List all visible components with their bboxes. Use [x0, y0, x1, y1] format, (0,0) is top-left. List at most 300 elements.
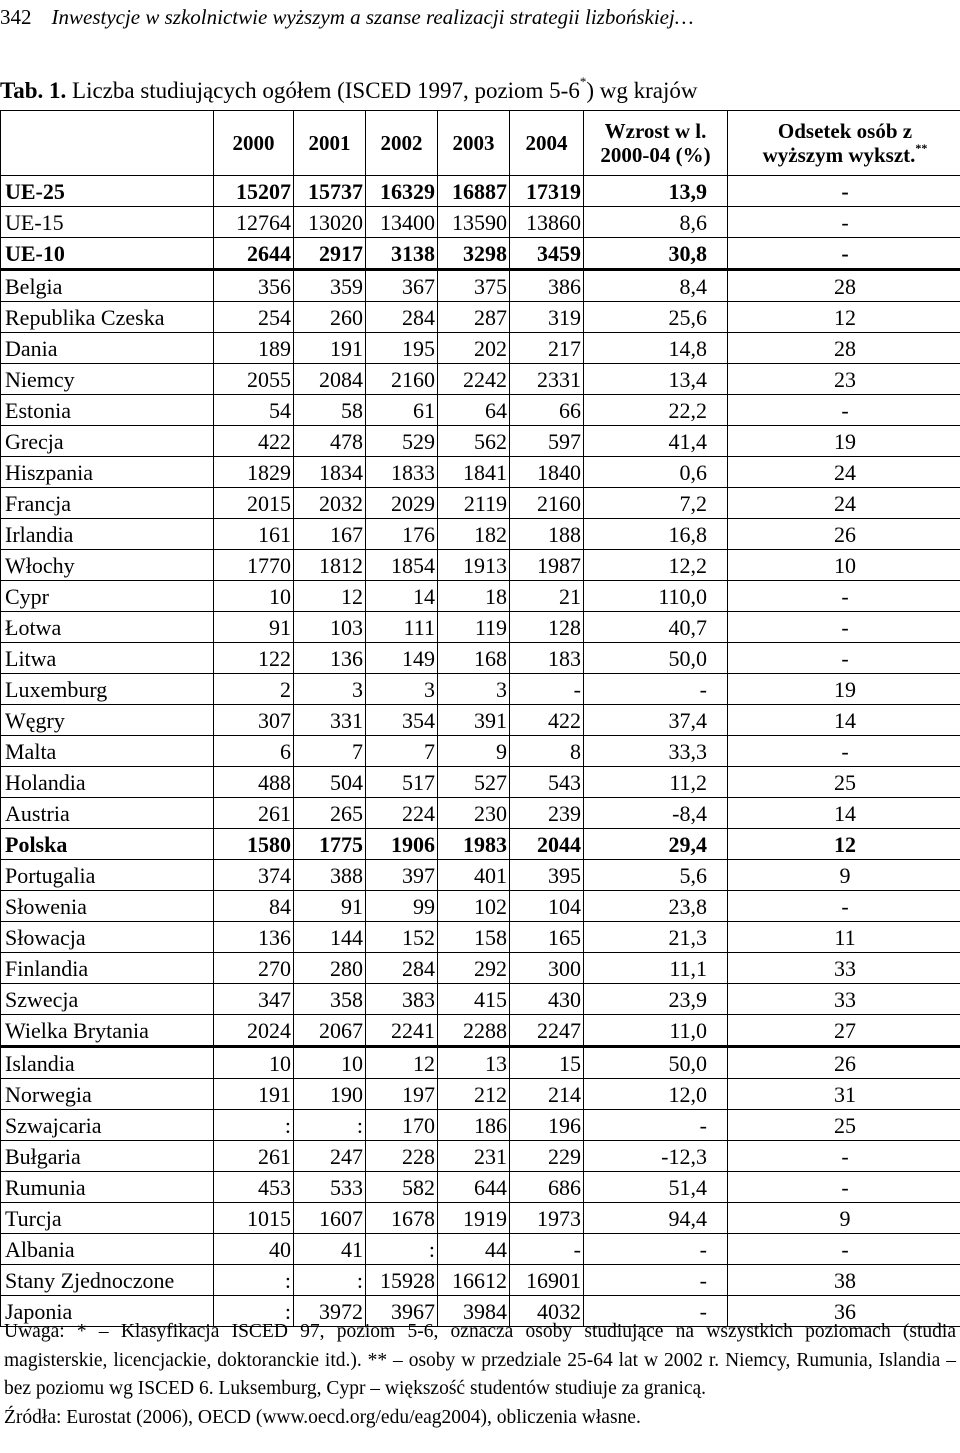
value-cell-2002: 170 [366, 1110, 438, 1141]
table-title-text-end: ) wg krajów [586, 78, 698, 103]
value-cell-2003: 401 [438, 860, 510, 891]
country-cell: Dania [1, 333, 214, 364]
table-row [1, 581, 960, 612]
share-cell: 14 [728, 705, 960, 736]
growth-cell: 50,0 [584, 1047, 728, 1079]
value-cell-2003: 16887 [438, 176, 510, 207]
value-cell-2003: 186 [438, 1110, 510, 1141]
value-cell-2001: 280 [294, 953, 366, 984]
value-cell-2003: 231 [438, 1141, 510, 1172]
value-cell-2000: 453 [214, 1172, 294, 1203]
country-cell: UE-25 [1, 176, 214, 207]
table-row [1, 395, 960, 426]
value-cell-2001: 13020 [294, 207, 366, 238]
value-cell-2000: 10 [214, 1047, 294, 1079]
value-cell-2003: 16612 [438, 1265, 510, 1296]
value-cell-2001: 2067 [294, 1015, 366, 1047]
value-cell-2003: 182 [438, 519, 510, 550]
table-row [1, 922, 960, 953]
table-body [1, 176, 960, 1327]
value-cell-2001: 136 [294, 643, 366, 674]
value-cell-2003: 158 [438, 922, 510, 953]
value-cell-2001: 7 [294, 736, 366, 767]
value-cell-2001: 15737 [294, 176, 366, 207]
growth-cell: 30,8 [584, 238, 728, 270]
value-cell-2000: 356 [214, 270, 294, 302]
value-cell-2001: 265 [294, 798, 366, 829]
country-cell: Austria [1, 798, 214, 829]
table-row [1, 364, 960, 395]
share-cell: - [728, 736, 960, 767]
value-cell-2003: 644 [438, 1172, 510, 1203]
running-head [0, 2, 694, 32]
table-row [1, 457, 960, 488]
country-cell: Słowenia [1, 891, 214, 922]
growth-cell: 16,8 [584, 519, 728, 550]
value-cell-2001: 191 [294, 333, 366, 364]
value-cell-2003: 64 [438, 395, 510, 426]
value-cell-2003: 527 [438, 767, 510, 798]
share-cell: 33 [728, 984, 960, 1015]
table-row [1, 674, 960, 705]
note-remark: Uwaga: * – Klasyfikacja ISCED 97, poziom 5-6, oznacza osoby studiujące na wszystkich poziomach (studia magisterskie, licencjackie, doktoranckie itd.). ** – osoby w przedziale 25-64 lat w 2002 r. Niemcy, Rumunia, Islandia – bez poziomu wg ISCED 6. Luksemburg, Cypr – większość studentów studiuje za granicą. [4, 1321, 956, 1399]
table-row [1, 1079, 960, 1110]
country-cell: Włochy [1, 550, 214, 581]
value-cell-2002: 228 [366, 1141, 438, 1172]
value-cell-2001: 2032 [294, 488, 366, 519]
country-cell: Albania [1, 1234, 214, 1265]
value-cell-2003: 1913 [438, 550, 510, 581]
value-cell-2004: 188 [510, 519, 584, 550]
table-row [1, 798, 960, 829]
growth-cell: -8,4 [584, 798, 728, 829]
value-cell-2003: 119 [438, 612, 510, 643]
value-cell-2004: 16901 [510, 1265, 584, 1296]
value-cell-2003: 1841 [438, 457, 510, 488]
share-cell: 38 [728, 1265, 960, 1296]
value-cell-2001: 2917 [294, 238, 366, 270]
growth-cell: -12,3 [584, 1141, 728, 1172]
share-cell: 31 [728, 1079, 960, 1110]
value-cell-2003: 2242 [438, 364, 510, 395]
share-cell: 12 [728, 302, 960, 333]
value-cell-2003: 168 [438, 643, 510, 674]
growth-cell: 11,0 [584, 1015, 728, 1047]
country-cell: Litwa [1, 643, 214, 674]
value-cell-2004: 196 [510, 1110, 584, 1141]
share-cell: 26 [728, 1047, 960, 1079]
value-cell-2002: 14 [366, 581, 438, 612]
value-cell-2004: 3459 [510, 238, 584, 270]
value-cell-2004: 319 [510, 302, 584, 333]
value-cell-2004: 4032 [510, 1296, 584, 1327]
value-cell-2003: 3298 [438, 238, 510, 270]
header-share-footnote-mark: ** [915, 141, 928, 155]
value-cell-2000: 2015 [214, 488, 294, 519]
header-growth [584, 111, 728, 176]
share-cell: 28 [728, 270, 960, 302]
value-cell-2000: 347 [214, 984, 294, 1015]
share-cell: 14 [728, 798, 960, 829]
value-cell-2000: 136 [214, 922, 294, 953]
share-cell: 27 [728, 1015, 960, 1047]
table-row [1, 333, 960, 364]
value-cell-2001: 1834 [294, 457, 366, 488]
value-cell-2002: 15928 [366, 1265, 438, 1296]
table-row [1, 612, 960, 643]
value-cell-2004: 2160 [510, 488, 584, 519]
table-row [1, 550, 960, 581]
growth-cell: 12,0 [584, 1079, 728, 1110]
table-row [1, 207, 960, 238]
country-cell: Szwajcaria [1, 1110, 214, 1141]
growth-cell: 51,4 [584, 1172, 728, 1203]
value-cell-2003: 375 [438, 270, 510, 302]
growth-cell: 94,4 [584, 1203, 728, 1234]
growth-cell: 21,3 [584, 922, 728, 953]
growth-cell: 33,3 [584, 736, 728, 767]
value-cell-2000: 1580 [214, 829, 294, 860]
share-cell: - [728, 207, 960, 238]
value-cell-2001: 41 [294, 1234, 366, 1265]
table-row [1, 984, 960, 1015]
share-cell: - [728, 238, 960, 270]
growth-cell: 7,2 [584, 488, 728, 519]
share-cell: 9 [728, 860, 960, 891]
table-row [1, 176, 960, 207]
table-title [0, 76, 697, 106]
value-cell-2002: 7 [366, 736, 438, 767]
growth-cell: 40,7 [584, 612, 728, 643]
country-cell: Turcja [1, 1203, 214, 1234]
value-cell-2004: 395 [510, 860, 584, 891]
value-cell-2003: 44 [438, 1234, 510, 1265]
value-cell-2003: 9 [438, 736, 510, 767]
note-source: Źródła: Eurostat (2006), OECD (www.oecd.org/edu/eag2004), obliczenia własne. [4, 1406, 641, 1428]
table-row [1, 488, 960, 519]
value-cell-2004: 128 [510, 612, 584, 643]
value-cell-2001: 190 [294, 1079, 366, 1110]
growth-cell: 12,2 [584, 550, 728, 581]
country-cell: Estonia [1, 395, 214, 426]
value-cell-2002: 284 [366, 953, 438, 984]
value-cell-2001: 3 [294, 674, 366, 705]
header-growth-line2: 2000-04 (%) [600, 143, 711, 167]
value-cell-2002: 3 [366, 674, 438, 705]
share-cell: 26 [728, 519, 960, 550]
country-cell: UE-10 [1, 238, 214, 270]
value-cell-2001: : [294, 1265, 366, 1296]
share-cell: 33 [728, 953, 960, 984]
country-cell: Holandia [1, 767, 214, 798]
value-cell-2003: 292 [438, 953, 510, 984]
value-cell-2002: 2160 [366, 364, 438, 395]
value-cell-2001: 358 [294, 984, 366, 1015]
growth-cell: 37,4 [584, 705, 728, 736]
value-cell-2002: 354 [366, 705, 438, 736]
value-cell-2004: 13860 [510, 207, 584, 238]
country-cell: Grecja [1, 426, 214, 457]
value-cell-2003: 287 [438, 302, 510, 333]
country-cell: Szwecja [1, 984, 214, 1015]
value-cell-2004: 597 [510, 426, 584, 457]
value-cell-2000: 2055 [214, 364, 294, 395]
growth-cell: 8,6 [584, 207, 728, 238]
value-cell-2004: 217 [510, 333, 584, 364]
value-cell-2000: 10 [214, 581, 294, 612]
value-cell-2004: 21 [510, 581, 584, 612]
value-cell-2002: 13400 [366, 207, 438, 238]
value-cell-2002: 582 [366, 1172, 438, 1203]
value-cell-2001: 504 [294, 767, 366, 798]
header-year-2000: 2000 [214, 111, 294, 176]
share-cell: - [728, 395, 960, 426]
table-notes [4, 1318, 956, 1432]
value-cell-2002: 2241 [366, 1015, 438, 1047]
value-cell-2000: 54 [214, 395, 294, 426]
value-cell-2004: 214 [510, 1079, 584, 1110]
table-row [1, 1015, 960, 1047]
value-cell-2001: 478 [294, 426, 366, 457]
growth-cell: 8,4 [584, 270, 728, 302]
share-cell: 19 [728, 426, 960, 457]
value-cell-2003: 102 [438, 891, 510, 922]
country-cell: Cypr [1, 581, 214, 612]
value-cell-2002: 152 [366, 922, 438, 953]
table-row [1, 519, 960, 550]
header-share-line2: wyższym wykszt. [762, 143, 916, 167]
share-cell: 25 [728, 1110, 960, 1141]
value-cell-2000: 84 [214, 891, 294, 922]
value-cell-2004: 2247 [510, 1015, 584, 1047]
value-cell-2002: 1906 [366, 829, 438, 860]
table-row [1, 1265, 960, 1296]
growth-cell: 5,6 [584, 860, 728, 891]
value-cell-2004: 430 [510, 984, 584, 1015]
table-row [1, 953, 960, 984]
share-cell: - [728, 643, 960, 674]
value-cell-2002: 1678 [366, 1203, 438, 1234]
value-cell-2002: 284 [366, 302, 438, 333]
value-cell-2003: 18 [438, 581, 510, 612]
table-row [1, 736, 960, 767]
share-cell: 19 [728, 674, 960, 705]
value-cell-2001: 58 [294, 395, 366, 426]
value-cell-2002: 224 [366, 798, 438, 829]
share-cell: 11 [728, 922, 960, 953]
share-cell: 9 [728, 1203, 960, 1234]
growth-cell: 23,8 [584, 891, 728, 922]
value-cell-2000: 1829 [214, 457, 294, 488]
value-cell-2004: 2044 [510, 829, 584, 860]
header-share [728, 111, 960, 176]
header-year-2004: 2004 [510, 111, 584, 176]
share-cell: 24 [728, 488, 960, 519]
country-cell: Republika Czeska [1, 302, 214, 333]
share-cell: - [728, 1172, 960, 1203]
country-cell: Węgry [1, 705, 214, 736]
value-cell-2001: 533 [294, 1172, 366, 1203]
value-cell-2004: 17319 [510, 176, 584, 207]
value-cell-2001: : [294, 1110, 366, 1141]
table-header-row [1, 111, 960, 176]
share-cell: - [728, 612, 960, 643]
value-cell-2003: 230 [438, 798, 510, 829]
country-cell: Rumunia [1, 1172, 214, 1203]
country-cell: Niemcy [1, 364, 214, 395]
table-row [1, 1203, 960, 1234]
value-cell-2000: : [214, 1110, 294, 1141]
value-cell-2004: 1840 [510, 457, 584, 488]
table-row [1, 270, 960, 302]
value-cell-2004: 686 [510, 1172, 584, 1203]
value-cell-2000: 2024 [214, 1015, 294, 1047]
value-cell-2003: 2119 [438, 488, 510, 519]
header-country [1, 111, 214, 176]
value-cell-2000: 254 [214, 302, 294, 333]
country-cell: Wielka Brytania [1, 1015, 214, 1047]
value-cell-2000: 40 [214, 1234, 294, 1265]
value-cell-2003: 212 [438, 1079, 510, 1110]
country-cell: Portugalia [1, 860, 214, 891]
share-cell: - [728, 1141, 960, 1172]
table-row [1, 643, 960, 674]
value-cell-2000: 191 [214, 1079, 294, 1110]
value-cell-2004: 104 [510, 891, 584, 922]
value-cell-2000: : [214, 1296, 294, 1327]
growth-cell: 41,4 [584, 426, 728, 457]
value-cell-2001: 167 [294, 519, 366, 550]
growth-cell: 29,4 [584, 829, 728, 860]
country-cell: Łotwa [1, 612, 214, 643]
table-row [1, 1141, 960, 1172]
country-cell: Irlandia [1, 519, 214, 550]
value-cell-2004: 2331 [510, 364, 584, 395]
value-cell-2002: : [366, 1234, 438, 1265]
country-cell: Słowacja [1, 922, 214, 953]
country-cell: Malta [1, 736, 214, 767]
country-cell: Islandia [1, 1047, 214, 1079]
country-cell: Polska [1, 829, 214, 860]
table-row [1, 238, 960, 270]
value-cell-2003: 562 [438, 426, 510, 457]
growth-cell: 13,9 [584, 176, 728, 207]
students-table [0, 110, 960, 1327]
value-cell-2002: 3967 [366, 1296, 438, 1327]
value-cell-2002: 111 [366, 612, 438, 643]
share-cell: - [728, 1234, 960, 1265]
share-cell: 12 [728, 829, 960, 860]
table-label: Tab. 1. [0, 78, 67, 103]
value-cell-2002: 176 [366, 519, 438, 550]
country-cell: Luxemburg [1, 674, 214, 705]
value-cell-2000: 307 [214, 705, 294, 736]
value-cell-2000: 261 [214, 798, 294, 829]
table-row [1, 1110, 960, 1141]
table-row [1, 1047, 960, 1079]
value-cell-2000: 15207 [214, 176, 294, 207]
table-row [1, 767, 960, 798]
share-cell: 24 [728, 457, 960, 488]
table-row [1, 426, 960, 457]
value-cell-2003: 391 [438, 705, 510, 736]
value-cell-2003: 1919 [438, 1203, 510, 1234]
country-cell: Stany Zjednoczone [1, 1265, 214, 1296]
country-cell: UE-15 [1, 207, 214, 238]
country-cell: Francja [1, 488, 214, 519]
value-cell-2000: 488 [214, 767, 294, 798]
value-cell-2000: 189 [214, 333, 294, 364]
share-cell: 36 [728, 1296, 960, 1327]
header-year-2003: 2003 [438, 111, 510, 176]
growth-cell: 110,0 [584, 581, 728, 612]
value-cell-2001: 1775 [294, 829, 366, 860]
value-cell-2003: 1983 [438, 829, 510, 860]
growth-cell: - [584, 1234, 728, 1265]
share-cell: 25 [728, 767, 960, 798]
running-title: Inwestycje w szkolnictwie wyższym a szanse realizacji strategii lizbońskiej… [51, 5, 694, 29]
value-cell-2002: 195 [366, 333, 438, 364]
value-cell-2003: 202 [438, 333, 510, 364]
value-cell-2001: 91 [294, 891, 366, 922]
value-cell-2002: 1854 [366, 550, 438, 581]
value-cell-2002: 99 [366, 891, 438, 922]
share-cell: - [728, 581, 960, 612]
value-cell-2001: 1607 [294, 1203, 366, 1234]
share-cell: - [728, 176, 960, 207]
value-cell-2000: 1015 [214, 1203, 294, 1234]
country-cell: Belgia [1, 270, 214, 302]
value-cell-2002: 2029 [366, 488, 438, 519]
value-cell-2000: 91 [214, 612, 294, 643]
value-cell-2004: 183 [510, 643, 584, 674]
growth-cell: 11,2 [584, 767, 728, 798]
country-cell: Hiszpania [1, 457, 214, 488]
value-cell-2000: 2644 [214, 238, 294, 270]
value-cell-2000: 12764 [214, 207, 294, 238]
table-row [1, 1172, 960, 1203]
value-cell-2001: 331 [294, 705, 366, 736]
page-number: 342 [0, 5, 32, 29]
share-cell: 23 [728, 364, 960, 395]
value-cell-2001: 10 [294, 1047, 366, 1079]
value-cell-2000: 374 [214, 860, 294, 891]
value-cell-2002: 197 [366, 1079, 438, 1110]
growth-cell: - [584, 1265, 728, 1296]
value-cell-2000: 2 [214, 674, 294, 705]
value-cell-2004: 15 [510, 1047, 584, 1079]
value-cell-2000: 261 [214, 1141, 294, 1172]
value-cell-2002: 12 [366, 1047, 438, 1079]
value-cell-2003: 13 [438, 1047, 510, 1079]
growth-cell: 23,9 [584, 984, 728, 1015]
country-cell: Norwegia [1, 1079, 214, 1110]
value-cell-2003: 415 [438, 984, 510, 1015]
value-cell-2004: 422 [510, 705, 584, 736]
value-cell-2004: 300 [510, 953, 584, 984]
value-cell-2001: 2084 [294, 364, 366, 395]
value-cell-2003: 3 [438, 674, 510, 705]
growth-cell: 11,1 [584, 953, 728, 984]
header-share-line1: Odsetek osób z [777, 119, 913, 143]
table-row [1, 829, 960, 860]
value-cell-2003: 2288 [438, 1015, 510, 1047]
table-title-text: Liczba studiujących ogółem (ISCED 1997, poziom 5-6 [66, 78, 580, 103]
header-growth-line1: Wzrost w l. [604, 119, 707, 143]
growth-cell: 25,6 [584, 302, 728, 333]
table-row [1, 705, 960, 736]
table-row [1, 302, 960, 333]
